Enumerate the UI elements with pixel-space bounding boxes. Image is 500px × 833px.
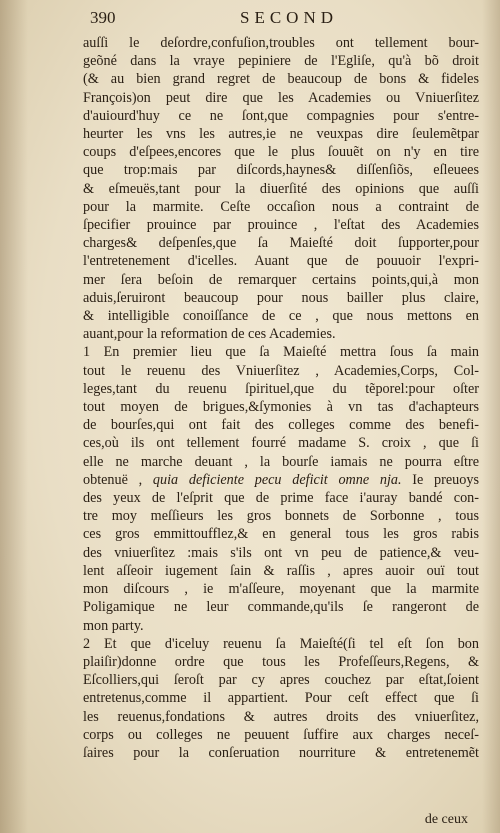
text-line: (& au bien grand regret de beaucoup de bons & fideles <box>83 71 479 88</box>
text-line: tout moyen de brigues,&ſymonies à vn tas d'achapteurs <box>83 399 479 416</box>
text-line: heurter les vns les autres,ie ne veuxpas dire ſeulemẽtpar <box>83 126 479 143</box>
text-line: auant,pour la reformation de ces Academies. <box>83 326 336 343</box>
text-line-with-latin: obtenuë , quia deficiente pecu deficit omne nja. Ie preuoys <box>83 471 479 488</box>
text-line: d'auiourd'huy ce ne ſont,que compagnies pour s'entre- <box>83 107 479 124</box>
text-line: tout le reuenu des Vniuerſitez , Academies,Corps, Col- <box>83 362 479 379</box>
text-line: mon diſcours , ie m'aſſeure, moyenant que la marmite <box>83 581 479 598</box>
text-line: tre moy meſſieurs les gros bonnets de Sorbonne , tous <box>83 508 479 525</box>
text-line: de bourſes,qui ont fait des colleges comme des benefi- <box>83 417 479 434</box>
text-line: & intelligible conoiſſance de ce , que nous mettons en <box>83 308 479 325</box>
text-line: des vniuerſitez :mais s'ils ont vn peu de patience,& veu- <box>83 544 479 561</box>
text-line: que trop:mais par diſcords,haynes& diſſenſiõs, eſleuees <box>83 162 479 179</box>
text-line: ſaires pour la conſeruation nourriture & entretenemẽt <box>83 744 479 761</box>
text-block <box>83 34 479 762</box>
text-line: geõné dans la vraye pepiniere de l'Egliſe, qu'à bõ droit <box>83 53 479 70</box>
text-line: ces gros emmittoufflez,& en general tous les gros rabis <box>83 526 479 543</box>
latin-phrase: quia deficiente pecu deficit omne nja. <box>152 471 402 488</box>
page-number: 390 <box>90 8 116 27</box>
text-line: corps ou colleges ne peuuent ſuffire aux charges neceſ- <box>83 726 479 743</box>
text-line: charges& deſpenſes,que ſa Maieſté doit ſupporter,pour <box>83 235 479 252</box>
text-line: elle ne marche deuant , la bourſe iamais ne pourra eſtre <box>83 453 479 470</box>
text-line: ſpecifier prouince par prouince , l'eſtat des Academies <box>83 217 479 234</box>
paragraph-1-start: 1 En premier lieu que ſa Maieſté mettra ſous ſa main <box>83 344 479 361</box>
text-line: mer ſera beſoin de remarquer certains points,qui,à mon <box>83 271 479 288</box>
text-line: Poligamique ne leur commande,qu'ils ſe rangeront de <box>83 599 479 616</box>
text-line: aduis,ſeruiront beaucoup pour nous bailler plus claire, <box>83 289 479 306</box>
paragraph-2-start: 2 Et que d'iceluy reuenu ſa Maieſté(ſi tel eſt ſon bon <box>83 635 479 652</box>
text-line: mon party. <box>83 617 144 634</box>
text-line: des yeux de l'eſprit que de prime face i'auray bandé con- <box>83 490 479 507</box>
text-line: l'entretenement d'icelles. Auant que de pouuoir l'expri- <box>83 253 479 270</box>
text-line: plaiſir)donne ordre que tous les Profeſſeurs,Regens, & <box>83 653 479 670</box>
text-line: Eſcolliers,qui ſeroſt par cy apres couchez par eſtat,ſoient <box>83 672 479 689</box>
text-line: entretenus,comme il appartient. Pour ceſt effect que ſi <box>83 690 479 707</box>
text-line: auſſi le deſordre,confuſion,troubles ont tellement bour- <box>83 35 479 51</box>
text-line: coups d'eſpees,encores que le plus ſouuẽt on n'y en tire <box>83 144 479 161</box>
text-line: les reuenus,fondations & autres droits des vniuerſitez, <box>83 708 479 725</box>
running-head: SECOND <box>240 8 339 27</box>
text-line: lent aſſeoir iugement ſain & raſſis , apres auoir ouï tout <box>83 562 479 579</box>
text-line: leges,tant du reuenu ſpirituel,que du tẽporel:pour oſter <box>83 380 479 397</box>
page-header <box>90 8 460 30</box>
text-line: François)on peut dire que les Academies ou Vniuerſitez <box>83 89 479 106</box>
text-line: pour la marmite. Ceſte occaſion nous a contraint de <box>83 198 479 215</box>
text-line: ces,où ils ont tellement fourré madame S. croix , que ſi <box>83 435 479 452</box>
text-line: & eſmeuës,tant pour la diuerſité des opinions que auſſi <box>83 180 479 197</box>
catchword: de ceux <box>424 812 468 827</box>
